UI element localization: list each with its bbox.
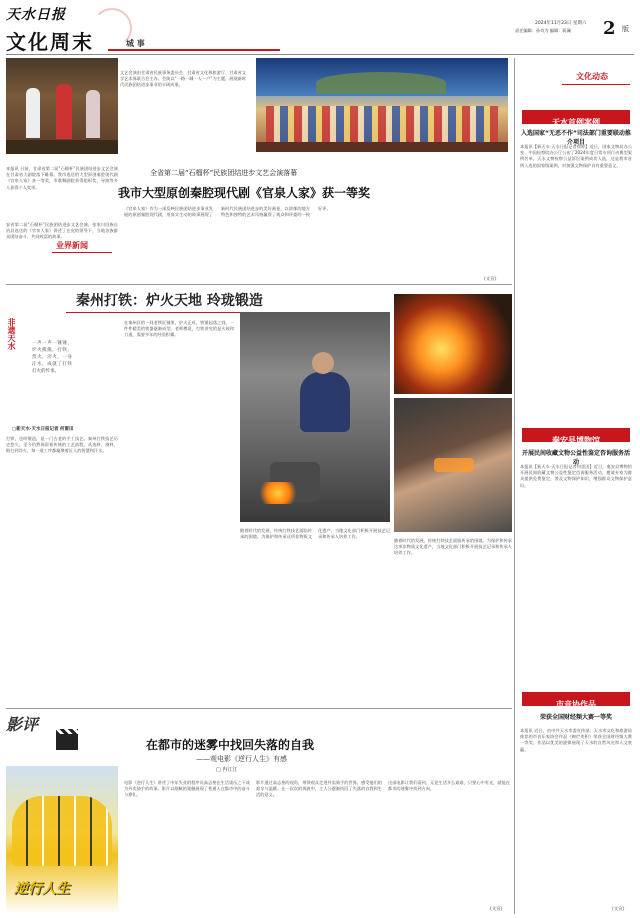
opera-stage-photo-small <box>6 58 118 154</box>
date-line: 2024年11月23日 星期六 <box>535 21 587 26</box>
forging-hands-photo <box>394 398 512 532</box>
paper-name: 天水日报 <box>6 7 66 23</box>
editor-line: 责任编辑：孙奇为 编辑：蒋澜 <box>515 28 571 33</box>
feature-divider <box>6 708 512 709</box>
film-poster-title: 逆行人生 <box>14 881 70 897</box>
sidebar-section-1-banner <box>522 110 630 127</box>
page-unit: 版 <box>622 25 629 33</box>
title-rule <box>108 49 280 51</box>
sidebar-section-2-body: 本报讯【新天水·天水日报记者何雷田】近日，秦安县博物馆开展民间收藏文物公益性鉴定咨询服务活动，邀请专家为群众提供免费鉴定，普及文物保护知识，增强群众文物保护意识。 <box>520 464 632 488</box>
clapperboard-icon <box>56 734 78 750</box>
sidebar-section-2-title: 秦安县博物馆 <box>552 436 600 445</box>
top-story-kicker: 全省第二届“石榴杯”民族团结进步文艺会演落幕 <box>150 169 298 177</box>
section-title: 文化周末 <box>6 30 94 54</box>
opera-stage-photo-large <box>256 58 508 152</box>
review-byline-end: (文宣) <box>490 907 503 912</box>
top-story-byline: (文宣) <box>484 277 497 282</box>
culture-dynamics-label: 文化动态 <box>576 72 608 81</box>
feature-side-column <box>6 318 20 398</box>
top-story-left-lead: 本报讯 日前，甘肃省第二届“石榴杯”民族团结进步文艺会演在甘肃省大剧院落下帷幕。我市选送的大型原创秦腔现代剧《官泉人家》获一等奖，市歌舞剧院获得组织奖，导演等多人获得个人奖项。 <box>6 166 118 190</box>
sidebar-vertical-rule <box>514 58 515 914</box>
sidebar-section-2-headline: 开展民间收藏文物公益性鉴定咨询服务活动 <box>521 450 630 466</box>
sidebar-section-3-headline: 荣获全国财经频大赛一等奖 <box>539 714 612 721</box>
review-body-3: 这部电影让我们看到，无论生活多么艰难，只要心中有光，就能在都市的迷雾中找到方向。 <box>388 780 510 792</box>
top-story-divider <box>6 284 512 285</box>
blacksmith-main-photo <box>240 312 390 522</box>
top-story-headline: 我市大型原创秦腔现代剧《官泉人家》获一等奖 <box>118 186 371 200</box>
review-body-1: 电影《逆行人生》讲述了中年失业的程序员高志垒在生活重压之下成为外卖骑手的故事。影片以细腻的笔触展现了普通人在都市中的奋斗与挣扎。 <box>124 780 250 798</box>
film-poster <box>6 766 118 914</box>
feature-side-column-label: 非遗天水 <box>7 318 16 350</box>
feature-headline: 秦州打铁：炉火天地 玲珑锻造 <box>76 293 263 309</box>
review-body-2: 影片通过高志垒的视角，带领观众走进外卖骑手的世界，感受他们的艰辛与温暖。在一次次的奔波中，主人公逐渐找回了失落的自我和生活的意义。 <box>256 780 382 798</box>
industry-news-tag <box>52 240 112 253</box>
masthead-swoosh <box>92 8 132 48</box>
column-title: 城 事 <box>126 39 145 48</box>
feature-body-3: 随着时代的发展，传统打铁技艺面临传承的困境。为保护和传承这项非物质文化遗产，当地文化部门积极开展技艺记录和传承人培养工作。 <box>240 528 390 540</box>
review-tag-label: 影评 <box>6 715 39 734</box>
sidebar-section-1-body: 本报讯【新天水·天水日报记者徐婷】近日，国家文物局办公室、中国检察院办公厅公布了2024年度日常专项行动典型案例名单。天水文物检察公益诉讼案例成功入选，这是我市首例入选的国家级案例，对加强文物保护具有重要意义。 <box>520 144 632 168</box>
sidebar-section-1-headline: 入选国家“无恶不作”司法部门重要联动推介项目 <box>521 130 631 146</box>
feature-poem: 一声一声一锤锤，炉火熊熊，打铁，烈火，淬火，一身汗水，成就了打铁灯火的传承。 <box>32 341 72 374</box>
top-story-right-body: 文艺会演由甘肃省民族事务委员会、甘肃省文化和旅游厅、甘肃省文学艺术界联合会主办。会演以“一路一城一人一户”为主题，展现新时代民族团结进步事业的丰硕成果。 <box>120 70 246 88</box>
feature-body-2: 在秦州区的一间老铁匠铺里，炉火正旺，铁锤起落之间，一件件精美的铁器逐渐成型。老师傅说，打铁讲究的是火候和力道，需要多年的经验积累。 <box>124 320 234 338</box>
sidebar-section-2-banner <box>522 428 630 445</box>
sidebar-section-3-byline: (文宣) <box>612 907 625 912</box>
page-number: 2 <box>603 18 616 39</box>
review-tag <box>6 712 50 752</box>
sidebar-section-1-title: 天水首例案例 <box>552 118 600 127</box>
top-story-left-body: 安省第二届“石榴杯”民族团结进步文艺会演，张家川回族自治县选送的《官泉人家》讲述了在党的领导下，当地各族群众团结奋斗、共同致富的故事。 <box>6 222 118 240</box>
sidebar-section-3-banner <box>522 692 630 709</box>
feature-byline: □新天水·天水日报记者 何雷田 <box>12 427 74 432</box>
sidebar-section-3-body: 本报讯 近日，由中共天水市委宣传部、天水市文化和旅游局推荐的市音乐家协会作品《绚烂麦积》荣获全国财经频大赛一等奖。作品以优美的旋律展现了天水的自然风光和人文底蕴。 <box>520 728 632 752</box>
forge-fire-photo <box>394 294 512 394</box>
review-subtitle: ——观电影《逆行人生》有感 <box>196 755 287 763</box>
feature-body-4: 随着时代的发展，传统打铁技艺面临传承的困境。为保护和传承这项非物质文化遗产，当地文化部门积极开展技艺记录和传承人培养工作。 <box>394 538 512 556</box>
sidebar-section-3-title: 市音协作品 <box>556 700 596 709</box>
masthead-bottom-rule <box>6 54 634 55</box>
culture-dynamics-tag <box>562 70 630 85</box>
industry-news-label: 业界新闻 <box>56 241 88 250</box>
review-byline: □ 冉江江 <box>216 767 238 773</box>
feature-body-1: 打铁，也叫锻造，是一门古老的手工技艺。秦州打铁技艺历史悠久，至今仍然保留着传统的工艺流程，从选料、烧料、锻打到淬火，每一道工序都凝聚着匠人的智慧和汗水。 <box>6 436 118 454</box>
review-headline: 在都市的迷雾中找回失落的自我 <box>146 738 315 752</box>
top-story-lower-body: 《官泉人家》作为一部反映民族团结进步事业发展的原创秦腔现代剧，用真实生动的故事展现了新时代民族团结进步的美好画卷，以浓郁的地方特色和独特的艺术风格赢得了观众和评委的一致好评。 <box>124 206 331 218</box>
